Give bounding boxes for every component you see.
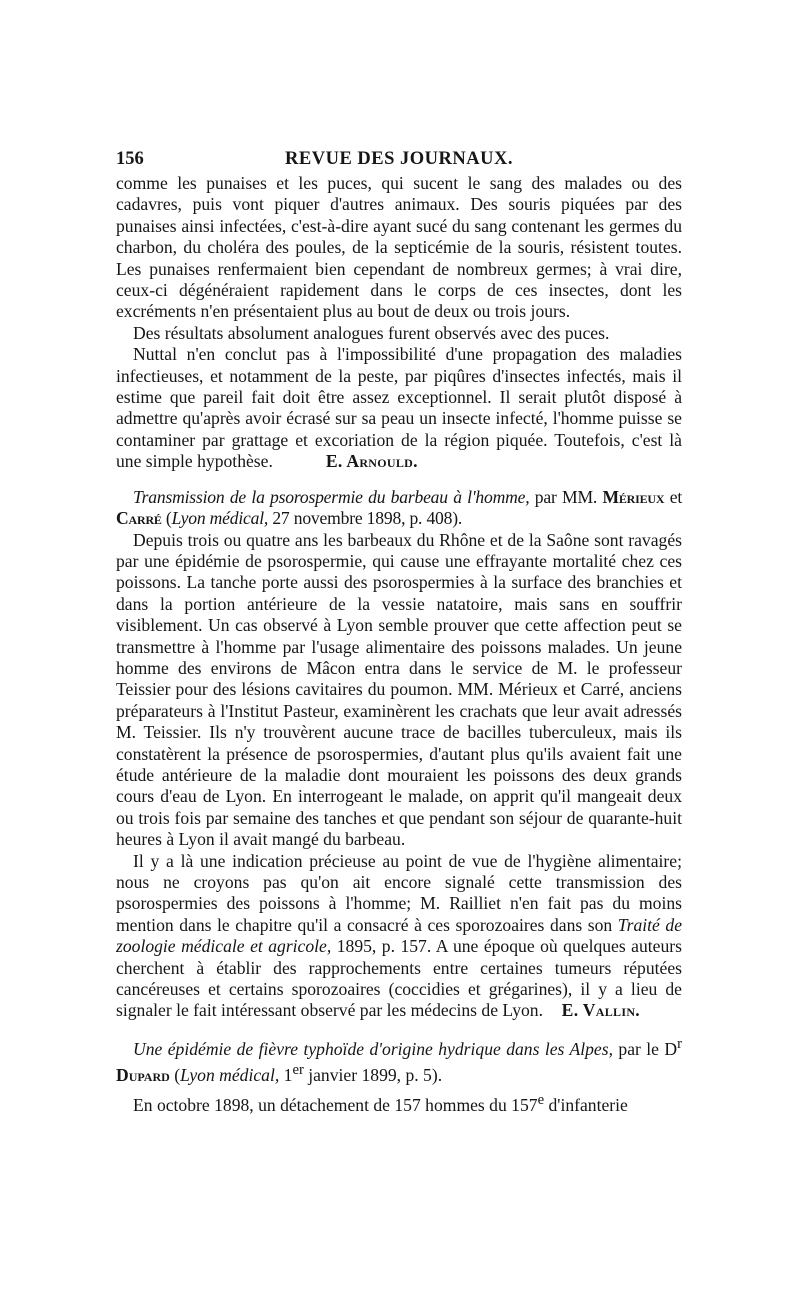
- heading-par: par MM.: [529, 486, 603, 507]
- article-body-typhoide: [116, 1090, 682, 1116]
- book-title-traite: Traité de zoologie médicale et agricole,: [116, 914, 683, 957]
- heading-paren: (: [161, 508, 172, 529]
- author-dupard: Dupard: [116, 1064, 170, 1085]
- journal-lyon-medical: Lyon médical,: [171, 508, 269, 529]
- running-title: REVUE DES JOURNAUX.: [285, 149, 513, 169]
- article-heading-typhoide: [116, 1034, 682, 1087]
- heading-par-le-dr: par le D: [613, 1038, 678, 1059]
- signature-arnould: E. Arnould.: [325, 451, 418, 472]
- running-header: [116, 147, 682, 171]
- article-title-psorospermie: Transmission de la psorospermie du barbeau à l'homme,: [133, 486, 530, 507]
- citation-date: 27 novembre 1898, p. 408).: [268, 508, 463, 529]
- hygiene-text-b: 1895, p. 157. A une époque où quelques auteurs cherchent à établir des rapprochements entre certaines tumeurs réputées cancéreuses et certains sporozoaires (coccidies et grégarines), il y a lieu de signaler le fait intéressant observé par les médecins de Lyon.: [116, 936, 682, 1021]
- signature-vallin: E. Vallin.: [561, 1000, 640, 1021]
- heading-et: et: [664, 486, 683, 507]
- typhoide-text-a: En octobre 1898, un détachement de 157 hommes du 157: [133, 1095, 538, 1116]
- typhoide-text-b: d'infanterie: [544, 1095, 628, 1116]
- article-heading-psorospermie: [116, 487, 682, 530]
- author-carre: Carré: [116, 508, 162, 529]
- article-title-typhoide: Une épidémie de fièvre typhoïde d'origine hydrique dans les Alpes,: [133, 1038, 613, 1059]
- paragraph-puces: Des résultats absolument analogues furent observés avec des puces.: [133, 322, 610, 343]
- paragraph-continuation: comme les punaises et les puces, qui sucent le sang des malades ou des cadavres, puis vont piquer d'autres animaux. Des souris piquées par des punaises ainsi infectées, c'est-à-dire ayant sucé du sang contenant les germes du charbon, du choléra des poules, de la septicémie de la souris, résistent toutes. Les punaises renfermaient bien cependant de nombreux germes; à vrai dire, ceux-ci dégénéraient rapidement dans le corps de ces insectes, dont les excréments n'en présentaient plus au bout de deux ou trois jours.: [116, 173, 682, 322]
- heading-dr-sup: r: [677, 1035, 682, 1052]
- page-number: 156: [116, 149, 144, 169]
- date-pre: 1: [279, 1064, 293, 1085]
- heading-paren-2: (: [169, 1064, 181, 1085]
- date-sup: er: [292, 1062, 304, 1079]
- date-post: janvier 1899, p. 5).: [303, 1064, 443, 1085]
- journal-lyon-medical-2: Lyon médical,: [180, 1064, 280, 1085]
- paragraph-conclusion-text: Nuttal n'en conclut pas à l'impossibilité d'une propagation des maladies infectieuses, et notamment de la peste, par piqûres d'insectes infectés, mais il estime que pareil fait doit être assez exceptionnel. Il serait plutôt disposé à admettre qu'après avoir écrasé sur sa peau un insecte infecté, l'homme puisse se contaminer par grattage et excoriation de la région piquée. Toutefois, c'est là une simple hypothèse.: [116, 344, 682, 472]
- typhoide-sup: e: [537, 1092, 545, 1109]
- page-content: [116, 173, 682, 1117]
- hygiene-text-a: Il y a là une indication précieuse au point de vue de l'hygiène alimentaire; nous ne croyons pas qu'on ait encore signalé cette transmission des psorospermies des poissons à l'homme; M. Railliet n'en fait pas du moins mention dans le chapitre qu'il a consacré à ces sporozoaires dans son: [116, 850, 682, 935]
- author-merieux: Mérieux: [602, 486, 665, 507]
- paragraph-conclusion: [116, 344, 682, 472]
- article-body-hygiene: [116, 851, 682, 1022]
- article-body-psorospermie: Depuis trois ou quatre ans les barbeaux du Rhône et de la Saône sont ravagés par une épidémie de psorospermie, qui cause une effrayante mortalité chez ces poissons. La tanche porte aussi des psorospermies à la surface des branchies et dans la portion antérieure de la vessie natatoire, mais sans en souffrir visiblement. Un cas observé à Lyon semble prouver que cette affection peut se transmettre à l'homme par l'usage alimentaire des poissons malades. Un jeune homme des environs de Mâcon entra dans le service de M. le professeur Teissier pour des lésions cavitaires du poumon. MM. Mérieux et Carré, anciens préparateurs à l'Institut Pasteur, examinèrent les crachats que leur avait adressés M. Teissier. Ils n'y trouvèrent aucune trace de bacilles tuberculeux, mais ils constatèrent la présence de psorospermies, d'autant plus qu'ils avaient fait une étude antérieure de la maladie dont mouraient les poissons des deux grands cours d'eau de Lyon. En interrogeant le malade, on apprit qu'il mangeait deux ou trois fois par semaine des tanches et que pendant son séjour de quarante-huit heures à Lyon il avait mangé du barbeau.: [116, 529, 682, 850]
